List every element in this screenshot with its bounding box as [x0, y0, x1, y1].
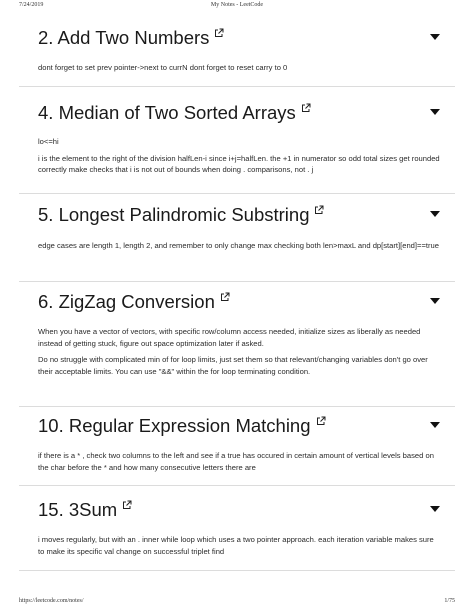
note-card — [38, 288, 442, 377]
external-link-icon[interactable] — [301, 103, 311, 113]
note-title[interactable]: 2. Add Two Numbers — [38, 24, 224, 52]
note-text: When you have a vector of vectors, with specific row/column access needed, initialize sizes as liberally as needed instead of getting stuck, figure out space optimization later if asked. — [38, 327, 421, 348]
external-link-icon[interactable] — [214, 28, 224, 38]
divider — [19, 86, 455, 87]
expand-caret-icon[interactable] — [430, 422, 440, 428]
note-text: if there is a * , check two columns to the left and see if a true has occured in certain amount of vertical levels based on the char before the * and how many consecutive letters there are — [38, 451, 434, 472]
note-body — [38, 136, 442, 176]
print-header — [0, 2, 474, 14]
expand-caret-icon[interactable] — [430, 506, 440, 512]
note-title[interactable]: 15. 3Sum — [38, 496, 132, 524]
divider — [19, 570, 455, 571]
note-body — [38, 240, 442, 252]
note-text: edge cases are length 1, length 2, and remember to only change max checking both len>maxL and dp[start][end]==true — [38, 241, 439, 250]
print-footer — [0, 598, 474, 610]
page-number: 1/75 — [444, 598, 455, 604]
note-body — [38, 534, 442, 557]
note-body — [38, 62, 442, 74]
print-date: 7/24/2019 — [19, 2, 44, 8]
note-card — [38, 201, 442, 252]
external-link-icon[interactable] — [220, 292, 230, 302]
expand-caret-icon[interactable] — [430, 211, 440, 217]
divider — [19, 406, 455, 407]
divider — [19, 193, 455, 194]
note-header[interactable] — [38, 201, 442, 229]
note-title[interactable]: 4. Median of Two Sorted Arrays — [38, 99, 311, 127]
page-url: https://leetcode.com/notes/ — [19, 598, 84, 604]
expand-caret-icon[interactable] — [430, 109, 440, 115]
note-card — [38, 412, 442, 473]
note-text: i moves regularly, but with an . inner while loop which uses a two pointer approach. each iteration variable makes sure to make its specific val change on successful triplet find — [38, 535, 434, 556]
note-card — [38, 99, 442, 176]
expand-caret-icon[interactable] — [430, 34, 440, 40]
note-header[interactable] — [38, 412, 442, 440]
note-text: dont forget to set prev pointer->next to currN dont forget to reset carry to 0 — [38, 63, 288, 72]
note-header[interactable] — [38, 99, 442, 127]
note-text: lo<=hi — [38, 137, 59, 146]
note-text: Do no struggle with complicated min of for loop limits, just set them so that relevant/changing variables don't go over their acceptable limits. You can use "&&" within the for loop terminating condition. — [38, 355, 428, 376]
note-header[interactable] — [38, 496, 442, 524]
note-body — [38, 450, 442, 473]
note-body — [38, 326, 442, 377]
external-link-icon[interactable] — [314, 205, 324, 215]
divider — [19, 281, 455, 282]
note-card — [38, 24, 442, 74]
note-title[interactable]: 5. Longest Palindromic Substring — [38, 201, 324, 229]
note-text: i is the element to the right of the division halfLen-i since i+j=halfLen. the +1 in numerator so odd total sizes get rounded correctly make checks that i is not out of bounds when doing . comparisons, not . j — [38, 153, 440, 174]
divider — [19, 485, 455, 486]
note-title[interactable]: 10. Regular Expression Matching — [38, 412, 326, 440]
note-header[interactable] — [38, 24, 442, 52]
external-link-icon[interactable] — [316, 416, 326, 426]
note-title[interactable]: 6. ZigZag Conversion — [38, 288, 230, 316]
note-card — [38, 496, 442, 557]
note-header[interactable] — [38, 288, 442, 316]
expand-caret-icon[interactable] — [430, 298, 440, 304]
external-link-icon[interactable] — [122, 500, 132, 510]
print-title: My Notes - LeetCode — [210, 2, 264, 8]
